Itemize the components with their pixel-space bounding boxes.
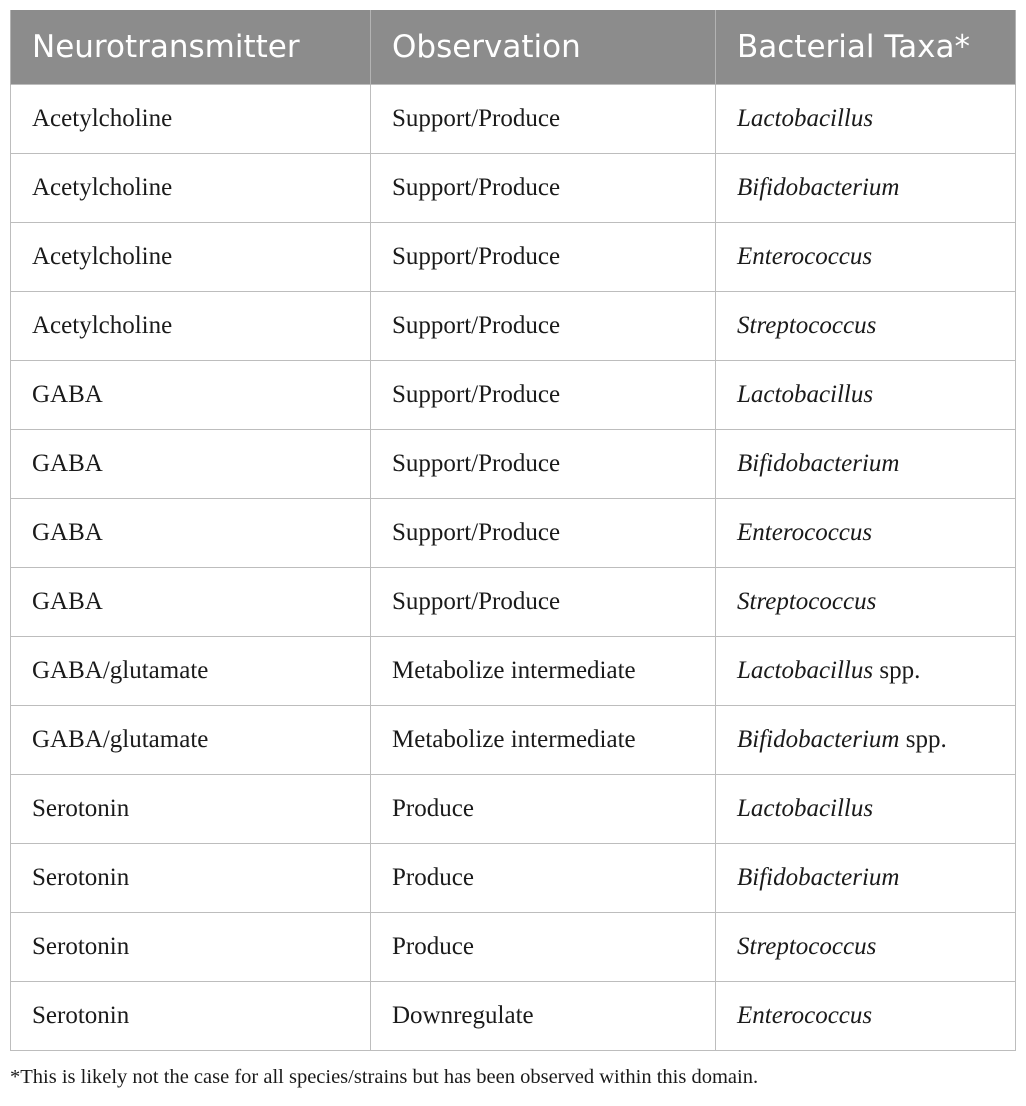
observation-cell: Support/Produce <box>371 567 716 636</box>
header-neurotransmitter: Neurotransmitter <box>11 10 371 84</box>
table-row <box>11 84 1016 153</box>
neurotransmitter-cell: Serotonin <box>11 981 371 1050</box>
observation-cell: Support/Produce <box>371 291 716 360</box>
table-row <box>11 360 1016 429</box>
bacterial-taxa-cell <box>716 498 1016 567</box>
neurotransmitter-cell: GABA/glutamate <box>11 705 371 774</box>
taxa-genus-name: Lactobacillus <box>737 656 874 684</box>
taxa-genus-name: Enterococcus <box>737 1001 873 1029</box>
observation-cell: Metabolize intermediate <box>371 636 716 705</box>
neurotransmitter-cell: Serotonin <box>11 843 371 912</box>
neurotransmitter-cell: GABA <box>11 498 371 567</box>
table-row <box>11 636 1016 705</box>
taxa-genus-name: Lactobacillus <box>737 104 874 132</box>
taxa-genus-name: Lactobacillus <box>737 380 874 408</box>
header-bacterial-taxa: Bacterial Taxa* <box>716 10 1016 84</box>
taxa-suffix: spp. <box>899 725 947 753</box>
table-row <box>11 222 1016 291</box>
neurotransmitter-cell: Acetylcholine <box>11 153 371 222</box>
neurotransmitter-cell: GABA <box>11 429 371 498</box>
observation-cell: Produce <box>371 843 716 912</box>
table-row <box>11 705 1016 774</box>
table-row <box>11 981 1016 1050</box>
bacterial-taxa-cell <box>716 636 1016 705</box>
taxa-genus-name: Bifidobacterium <box>737 173 900 201</box>
bacterial-taxa-cell <box>716 222 1016 291</box>
bacterial-taxa-cell <box>716 912 1016 981</box>
neurotransmitter-cell: Acetylcholine <box>11 222 371 291</box>
neurotransmitter-table <box>10 10 1016 1051</box>
bacterial-taxa-cell <box>716 360 1016 429</box>
table-body <box>11 84 1016 1050</box>
table-row <box>11 774 1016 843</box>
observation-cell: Metabolize intermediate <box>371 705 716 774</box>
observation-cell: Produce <box>371 774 716 843</box>
table-row <box>11 498 1016 567</box>
neurotransmitter-cell: GABA <box>11 360 371 429</box>
neurotransmitter-cell: GABA/glutamate <box>11 636 371 705</box>
table-header-row <box>11 10 1016 84</box>
taxa-genus-name: Streptococcus <box>737 587 877 615</box>
observation-cell: Support/Produce <box>371 84 716 153</box>
neurotransmitter-cell: Serotonin <box>11 774 371 843</box>
neurotransmitter-cell: GABA <box>11 567 371 636</box>
table-row <box>11 429 1016 498</box>
table-row <box>11 912 1016 981</box>
bacterial-taxa-cell <box>716 84 1016 153</box>
table-row <box>11 291 1016 360</box>
observation-cell: Support/Produce <box>371 498 716 567</box>
taxa-genus-name: Bifidobacterium <box>737 449 900 477</box>
neurotransmitter-table-container <box>10 10 1015 1051</box>
neurotransmitter-cell: Serotonin <box>11 912 371 981</box>
neurotransmitter-cell: Acetylcholine <box>11 84 371 153</box>
taxa-genus-name: Lactobacillus <box>737 794 874 822</box>
table-row <box>11 843 1016 912</box>
taxa-genus-name: Streptococcus <box>737 932 877 960</box>
taxa-suffix: spp. <box>873 656 921 684</box>
bacterial-taxa-cell <box>716 429 1016 498</box>
observation-cell: Support/Produce <box>371 153 716 222</box>
table-row <box>11 567 1016 636</box>
observation-cell: Downregulate <box>371 981 716 1050</box>
bacterial-taxa-cell <box>716 774 1016 843</box>
taxa-genus-name: Bifidobacterium <box>737 863 900 891</box>
bacterial-taxa-cell <box>716 291 1016 360</box>
table-row <box>11 153 1016 222</box>
bacterial-taxa-cell <box>716 705 1016 774</box>
observation-cell: Support/Produce <box>371 222 716 291</box>
observation-cell: Produce <box>371 912 716 981</box>
taxa-genus-name: Streptococcus <box>737 311 877 339</box>
observation-cell: Support/Produce <box>371 429 716 498</box>
bacterial-taxa-cell <box>716 843 1016 912</box>
taxa-genus-name: Bifidobacterium <box>737 725 900 753</box>
observation-cell: Support/Produce <box>371 360 716 429</box>
bacterial-taxa-cell <box>716 153 1016 222</box>
table-footnote: *This is likely not the case for all species/strains but has been observed within this domain. <box>10 1066 759 1088</box>
header-observation: Observation <box>371 10 716 84</box>
bacterial-taxa-cell <box>716 981 1016 1050</box>
neurotransmitter-cell: Acetylcholine <box>11 291 371 360</box>
bacterial-taxa-cell <box>716 567 1016 636</box>
taxa-genus-name: Enterococcus <box>737 518 873 546</box>
taxa-genus-name: Enterococcus <box>737 242 873 270</box>
